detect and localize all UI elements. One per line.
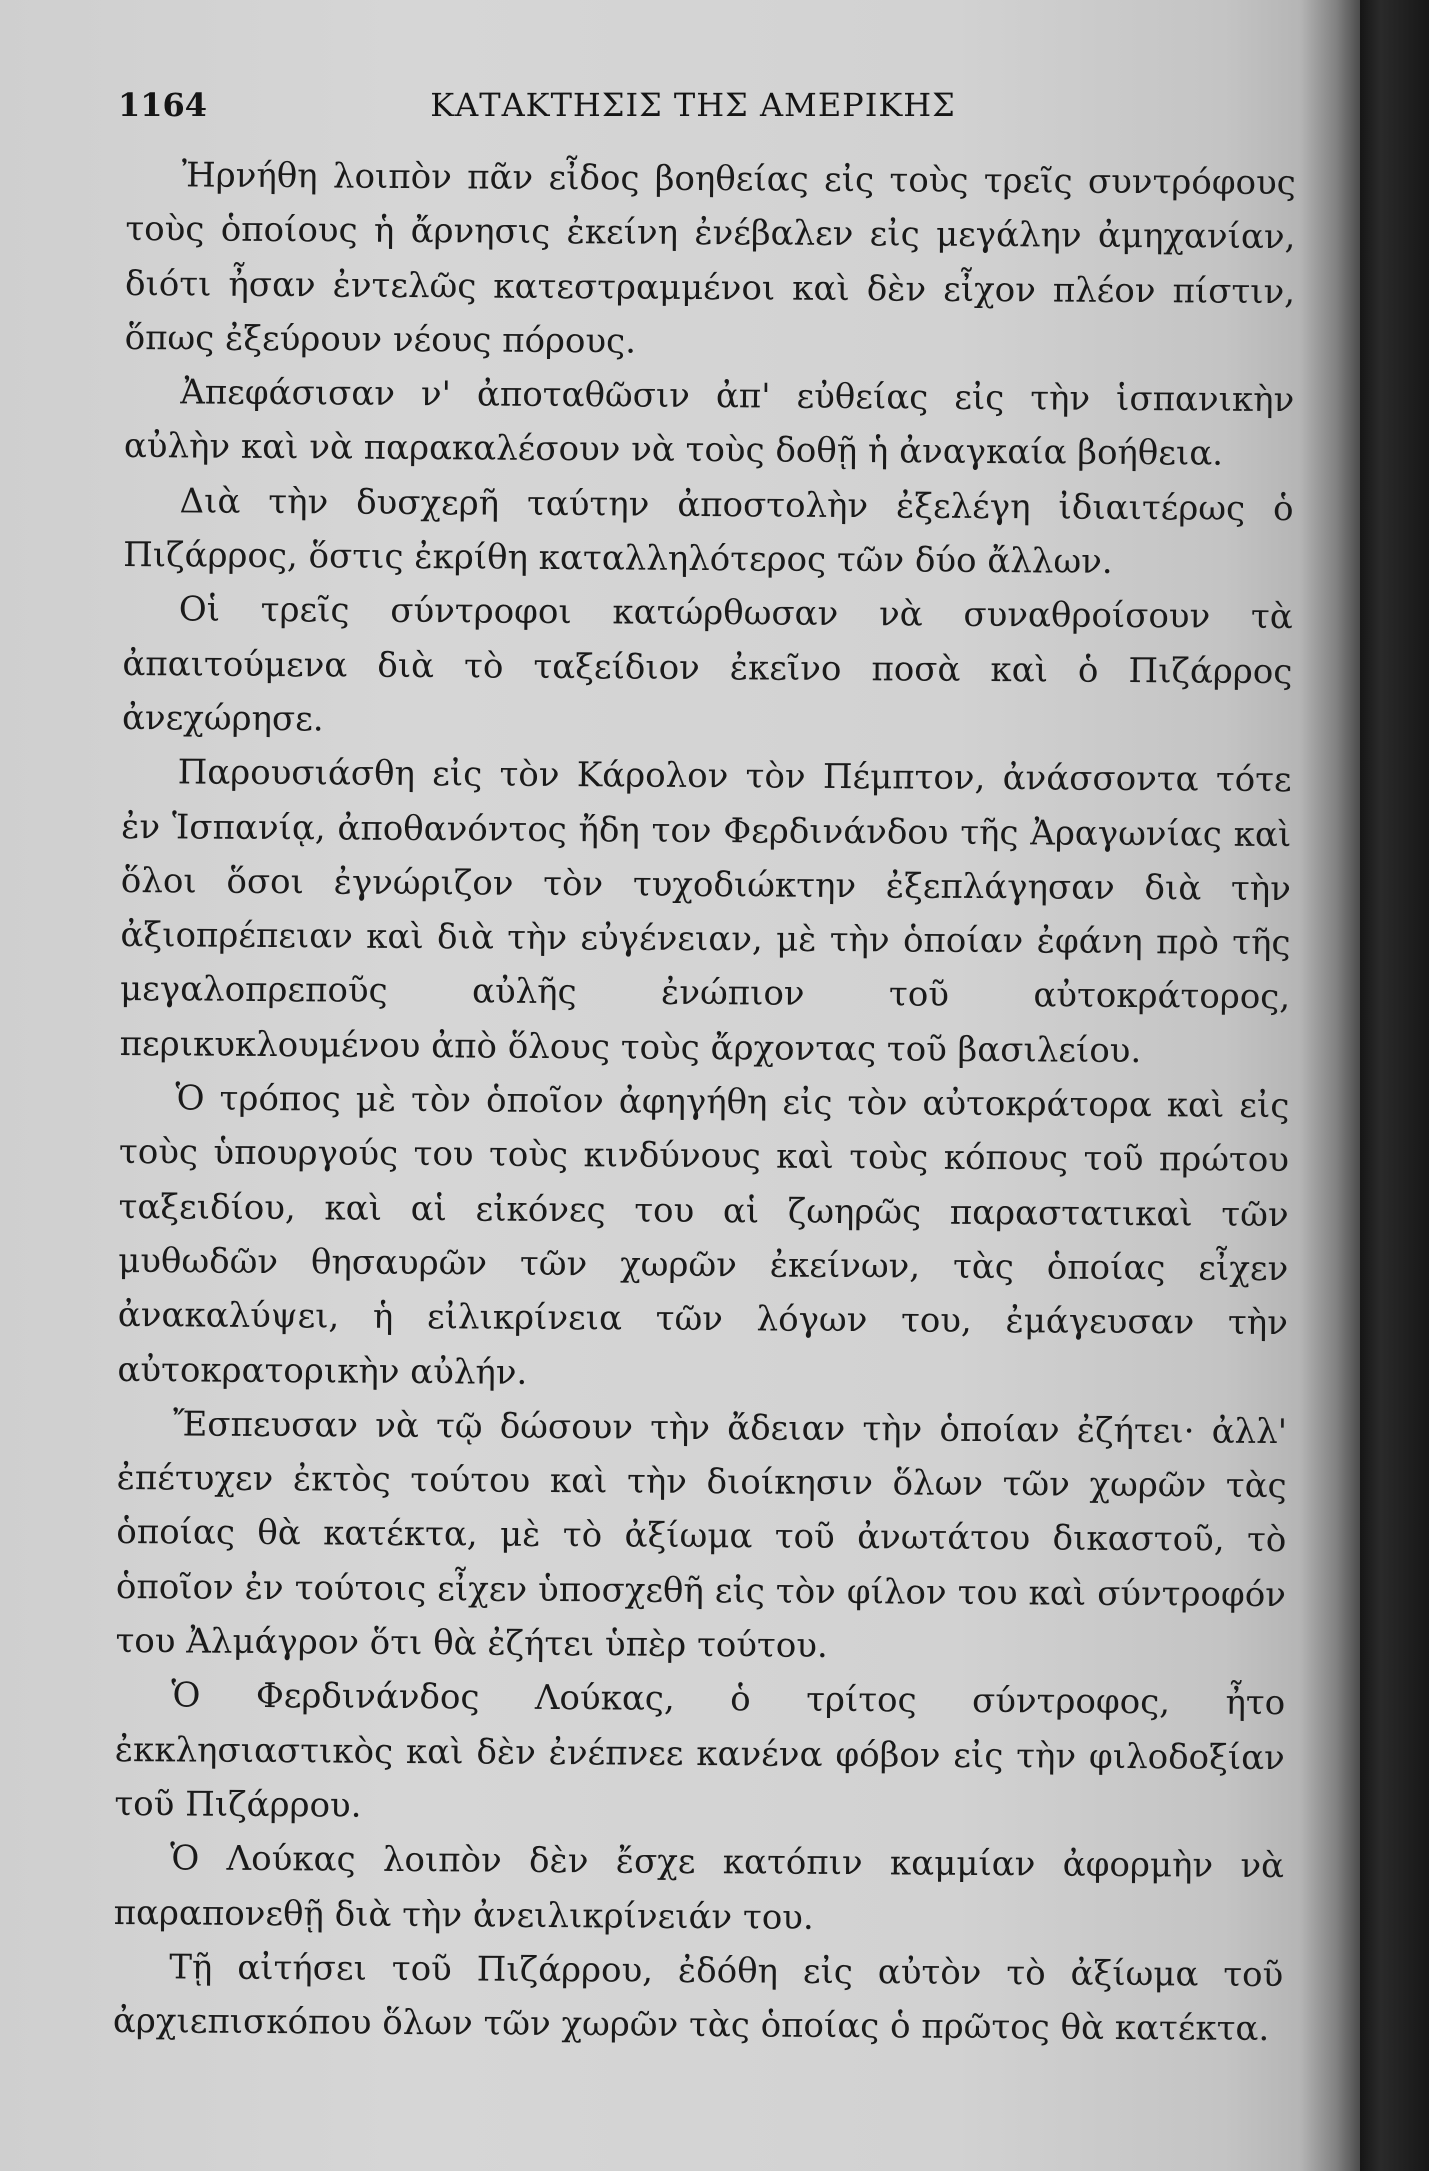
paragraph: Παρουσιάσθη εἰς τὸν Κάρολον τὸν Πέμπτον, ἀνάσσοντα τότε ἐν Ἱσπανίᾳ, ἀποθανόντος ἤδη τον Φερδινάνδου τῆς Ἀραγωνίας καὶ ὅλοι ὅσοι ἐγνώριζον τὸν τυχοδιώκτην ἐξεπλάγησαν διὰ τὴν ἀξιοπρέπειαν καὶ διὰ τὴν εὐγένειαν, μὲ τὴν ὁποίαν ἐφάνη πρὸ τῆς μεγαλοπρεποῦς αὐλῆς ἐνώπιον τοῦ αὐτοκράτορος, περικυκλουμένου ἀπὸ ὅλους τοὺς ἄρχοντας τοῦ βασιλείου.: [119, 752, 1292, 1071]
page-number: 1164: [118, 86, 208, 124]
paragraph: Ἠρνήθη λοιπὸν πᾶν εἶδος βοηθείας εἰς τοὺς τρεῖς συντρόφους τοὺς ὁποίους ἡ ἄρνησις ἐκείνη ἐνέβαλεν εἰς μεγάλην ἀμηχανίαν, διότι ἦσαν ἐντελῶς κατεστραμμένοι καὶ δὲν εἶχον πλέον πίστιν, ὅπως ἐξεύρουν νέους πόρους.: [124, 155, 1296, 362]
paragraph: Τῇ αἰτήσει τοῦ Πιζάρρου, ἐδόθη εἰς αὐτὸν τὸ ἀξίωμα τοῦ ἀρχιεπισκόπου ὅλων τῶν χωρῶν τὰς ὁποίας ὁ πρῶτος θὰ κατέκτα.: [112, 1947, 1284, 2050]
paragraph: Ὁ τρόπος μὲ τὸν ὁποῖον ἀφηγήθη εἰς τὸν αὐτοκράτορα καὶ εἰς τοὺς ὑπουργούς του τοὺς κινδύνους καὶ τοὺς κόπους τοῦ πρώτου ταξειδίου, καὶ αἱ εἰκόνες του αἱ ζωηρῶς παραστατικαὶ τῶν μυθωδῶν θησαυρῶν τῶν χωρῶν ἐκείνων, τὰς ὁποίας εἶχεν ἀνακαλύψει, ἡ εἰλικρίνεια τῶν λόγων του, ἐμάγευσαν τὴν αὐτοκρατορικὴν αὐλήν.: [117, 1078, 1290, 1393]
body-text: [113, 148, 1296, 2057]
running-title: ΚΑΤΑΚΤΗΣΙΣ ΤΗΣ ΑΜΕΡΙΚΗΣ: [430, 86, 956, 124]
paragraph: Ὁ Φερδινάνδος Λούκας, ὁ τρίτος σύντροφος, ἦτο ἐκκλησιαστικὸς καὶ δὲν ἐνέπνεε κανένα φόβον εἰς τὴν φιλοδοξίαν τοῦ Πιζάρρου.: [114, 1675, 1286, 1826]
paragraph: Ἀπεφάσισαν ν' ἀποταθῶσιν ἀπ' εὐθείας εἰς τὴν ἱσπανικὴν αὐλὴν καὶ νὰ παρακαλέσουν νὰ τοὺς δοθῇ ἡ ἀναγκαία βοήθεια.: [123, 372, 1295, 475]
paragraph: Ἔσπευσαν νὰ τῷ δώσουν τὴν ἄδειαν τὴν ὁποίαν ἐζήτει· ἀλλ' ἐπέτυχεν ἐκτὸς τούτου καὶ τὴν διοίκησιν ὅλων τῶν χωρῶν τὰς ὁποίας θὰ κατέκτα, μὲ τὸ ἀξίωμα τοῦ ἀνωτάτου δικαστοῦ, τὸ ὁποῖον ἐν τούτοις εἶχεν ὑποσχεθῆ εἰς τὸν φίλον του καὶ σύντροφόν του Ἀλμάγρον ὅτι θὰ ἐζήτει ὑπὲρ τούτου.: [115, 1404, 1288, 1666]
gutter-shadow: [1300, 0, 1360, 2171]
paragraph: Ὁ Λούκας λοιπὸν δὲν ἔσχε κατόπιν καμμίαν ἀφορμὴν νὰ παραπονεθῇ διὰ τὴν ἀνειλικρίνειάν του.: [113, 1838, 1285, 1938]
book-spine-edge: [1360, 0, 1429, 2171]
paragraph: Οἱ τρεῖς σύντροφοι κατώρθωσαν νὰ συναθροίσουν τὰ ἀπαιτούμενα διὰ τὸ ταξείδιον ἐκεῖνο ποσὰ καὶ ὁ Πιζάρρος ἀνεχώρησε.: [121, 589, 1293, 740]
paragraph: Διὰ τὴν δυσχερῆ ταύτην ἀποστολὴν ἐξελέγη ἰδιαιτέρως ὁ Πιζάρρος, ὅστις ἐκρίθη καταλληλότερος τῶν δύο ἄλλων.: [123, 481, 1294, 582]
page-header: [118, 86, 1268, 136]
